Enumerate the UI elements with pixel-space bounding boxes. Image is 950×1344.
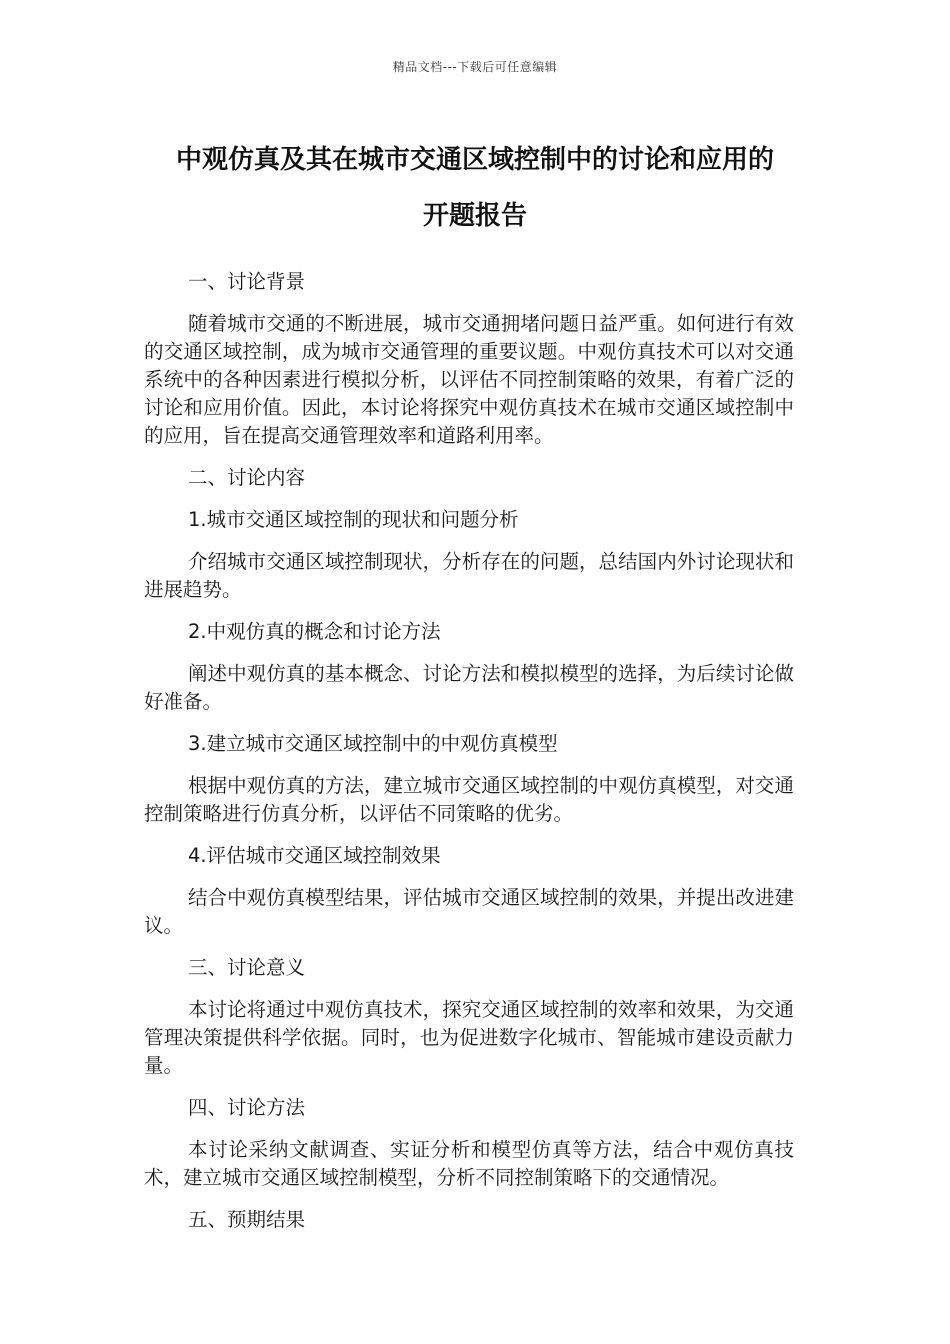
section-heading-expected-results: 五、预期结果 — [188, 1208, 306, 1231]
paragraph-subsection-4: 结合中观仿真模型结果，评估城市交通区域控制的效果，并提出改进建议。 — [144, 886, 794, 937]
paragraph-subsection-2: 阐述中观仿真的基本概念、讨论方法和模拟模型的选择，为后续讨论做好准备。 — [144, 662, 794, 713]
subsection-heading-1: 1.城市交通区域控制的现状和问题分析 — [188, 508, 519, 531]
title-line-1: 中观仿真及其在城市交通区域控制中的讨论和应用的 — [175, 145, 774, 175]
section-heading-content: 二、讨论内容 — [188, 466, 306, 489]
subsection-heading-4: 4.评估城市交通区域控制效果 — [188, 844, 441, 867]
header-note: 精品文档---下载后可任意编辑 — [392, 60, 558, 74]
paragraph-subsection-1: 介绍城市交通区域控制现状，分析存在的问题，总结国内外讨论现状和进展趋势。 — [144, 550, 794, 601]
title-line-2: 开题报告 — [422, 201, 527, 231]
section-heading-significance: 三、讨论意义 — [188, 956, 306, 979]
document-title — [110, 132, 840, 244]
section-heading-methods: 四、讨论方法 — [188, 1096, 306, 1119]
subsection-heading-2: 2.中观仿真的概念和讨论方法 — [188, 620, 441, 643]
subsection-heading-3: 3.建立城市交通区域控制中的中观仿真模型 — [188, 732, 558, 755]
paragraph-subsection-3: 根据中观仿真的方法，建立城市交通区域控制的中观仿真模型，对交通控制策略进行仿真分析，以评估不同策略的优劣。 — [144, 774, 794, 825]
section-heading-background: 一、讨论背景 — [188, 270, 306, 293]
paragraph-methods: 本讨论采纳文献调查、实证分析和模型仿真等方法，结合中观仿真技术，建立城市交通区域控制模型，分析不同控制策略下的交通情况。 — [144, 1138, 794, 1189]
paragraph-significance: 本讨论将通过中观仿真技术，探究交通区域控制的效率和效果，为交通管理决策提供科学依据。同时，也为促进数字化城市、智能城市建设贡献力量。 — [144, 998, 794, 1077]
paragraph-background: 随着城市交通的不断进展，城市交通拥堵问题日益严重。如何进行有效的交通区域控制，成为城市交通管理的重要议题。中观仿真技术可以对交通系统中的各种因素进行模拟分析，以评估不同控制策略的效果，有着广泛的讨论和应用价值。因此，本讨论将探究中观仿真技术在城市交通区域控制中的应用，旨在提高交通管理效率和道路利用率。 — [144, 312, 794, 447]
document-body — [144, 268, 794, 1248]
